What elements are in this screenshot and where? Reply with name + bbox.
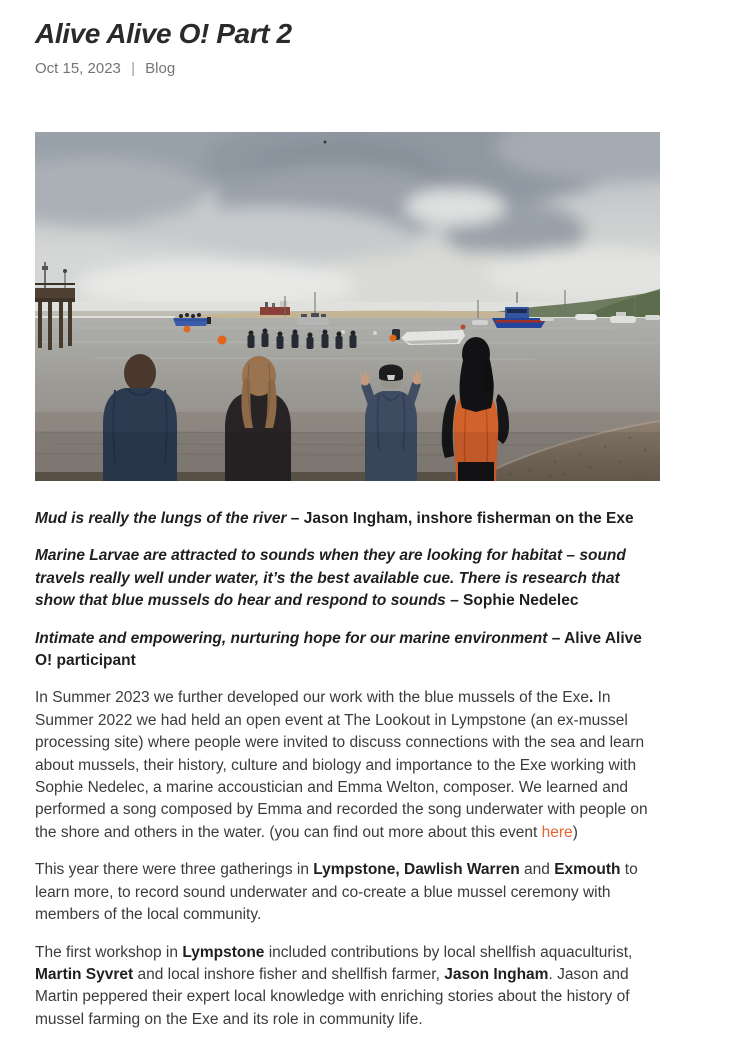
text-segment: Lympstone, Dawlish Warren <box>313 861 520 879</box>
post-content <box>35 508 660 1031</box>
text-segment: – Sophie Nedelec <box>445 592 579 610</box>
text-segment: This year there were three gatherings in <box>35 861 314 879</box>
text-segment: and <box>519 861 555 879</box>
body-paragraph-3 <box>35 942 660 1032</box>
clouds <box>35 132 660 312</box>
text-segment: . <box>588 689 594 707</box>
quote-paragraph-3 <box>35 628 660 673</box>
text-segment: – Alive Alive O! participant <box>35 629 642 670</box>
text-segment: ) <box>572 823 578 841</box>
text-segment: . Jason and Martin peppered their expert local knowledge with enriching stories about the history of mussel farming on the Exe and its role in community life. <box>35 965 630 1028</box>
text-segment: Lympstone <box>182 943 265 961</box>
featured-image-illustration <box>35 132 660 481</box>
meta-separator: | <box>131 60 135 77</box>
page-title: Alive Alive O! Part 2 <box>35 18 292 49</box>
post-date: Oct 15, 2023 <box>35 60 121 77</box>
bird-speck <box>324 141 327 144</box>
text-segment: Jason Ingham <box>444 965 549 983</box>
quote-paragraph-1 <box>35 508 660 530</box>
text-segment: In Summer 2023 we further developed our work with the blue mussels of the Exe <box>35 689 589 707</box>
body-paragraph-1 <box>35 687 660 844</box>
text-segment: Exmouth <box>554 861 621 879</box>
post-category-link[interactable]: Blog <box>145 60 176 77</box>
text-segment: In Summer 2022 we had held an open event at The Lookout in Lympstone (an ex-mussel processing site) where people were invited to discuss connections with the sea and learn about mussels, their history, culture and biology and importance to the Exe working with Sophie Nedelec, a marine accoustician and Emma Welton, composer. We learned and performed a song composed by Emma and recorded the song underwater with people on the shore and others in the water. (you can find out more about this event <box>35 689 648 841</box>
body-paragraph-2 <box>35 859 660 926</box>
text-segment: Intimate and empowering, nurturing hope for our marine environment <box>35 629 548 647</box>
text-segment: The first workshop in <box>35 943 183 961</box>
text-segment: – Jason Ingham, inshore fisherman on the Exe <box>286 510 634 527</box>
text-segment: and local inshore fisher and shellfish farmer, <box>133 965 445 983</box>
text-segment: Mud is really the lungs of the river <box>35 510 287 527</box>
quote-paragraph-2 <box>35 545 660 612</box>
photo-vignette <box>35 432 660 481</box>
featured-image <box>35 132 660 481</box>
gray-dinghy <box>297 313 329 325</box>
text-segment: Marine Larvae are attracted to sounds when they are looking for habitat – sound travels really well under water, it’s the best available cue. There is research that show that blue mussels do hear and respond to sounds <box>35 547 626 610</box>
post-meta <box>35 60 660 78</box>
text-segment: to learn more, to record sound underwater and co-create a blue mussel ceremony with members of the local community. <box>35 861 638 924</box>
inline-link[interactable]: here <box>541 823 573 841</box>
text-segment: included contributions by local shellfish aquaculturist, <box>264 943 633 961</box>
text-segment: Martin Syvret <box>35 965 134 983</box>
